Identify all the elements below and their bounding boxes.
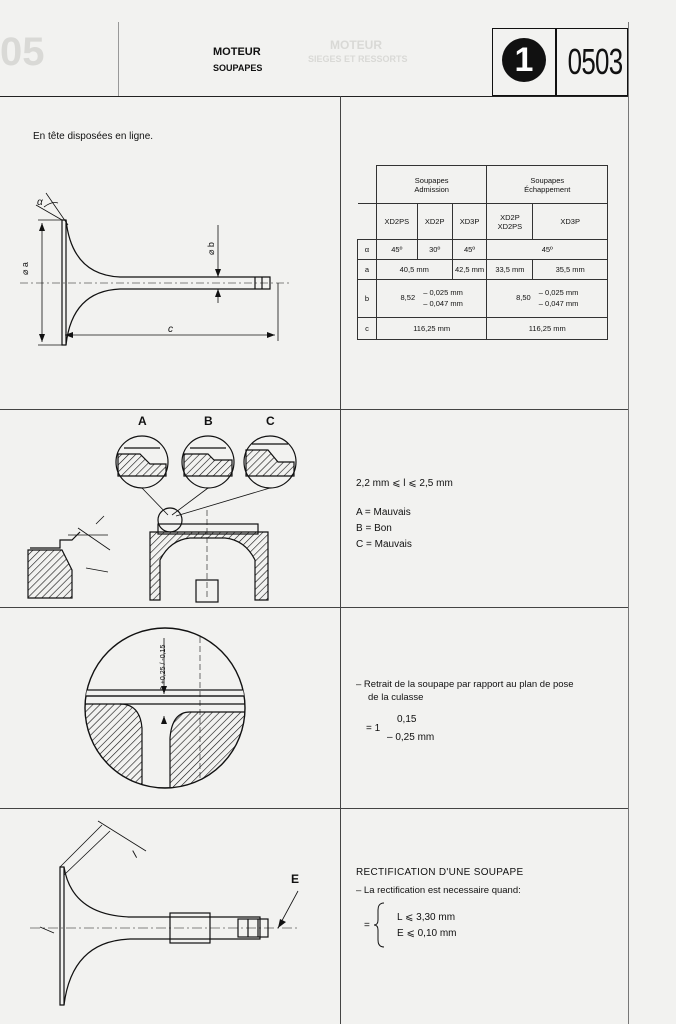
header-admission: Soupapes Admission <box>376 166 487 204</box>
cell-a-xd3p: 42,5 mm <box>452 260 487 280</box>
table-corner-2 <box>358 204 377 240</box>
valve-grinding-diagram <box>20 815 320 1020</box>
grinding-eq-sign: = <box>364 920 370 931</box>
table-corner <box>358 166 377 204</box>
page-code: 0503 <box>567 41 623 82</box>
detail-label-c: C <box>266 414 275 428</box>
valve-seat-detail-diagram <box>0 420 330 605</box>
cell-alpha-ech: 45º <box>487 240 608 260</box>
grinding-condition-l: L ⩽ 3,30 mm <box>397 912 456 923</box>
right-border <box>628 22 629 1024</box>
page-title: MOTEUR <box>213 46 261 58</box>
row-a-label: a <box>358 260 377 280</box>
col-xd2p: XD2P <box>417 204 452 240</box>
cell-c-adm: 116,25 mm <box>376 318 487 340</box>
row-divider-2 <box>0 607 628 608</box>
grinding-brace <box>374 902 386 948</box>
recess-tol-upper: 0,15 <box>397 714 417 725</box>
grinding-lead: – La rectification est necessaire quand: <box>356 885 521 896</box>
result-a: A = Mauvais <box>356 507 411 518</box>
cell-alpha-xd3p: 45º <box>452 240 487 260</box>
header-echappement: Soupapes Échappement <box>487 166 608 204</box>
grinding-label-e: E <box>291 872 300 886</box>
detail-label-b: B <box>204 414 213 428</box>
col-xd3p-adm: XD3P <box>452 204 487 240</box>
ghost-code: 05 <box>0 30 45 74</box>
detail-label-a: A <box>138 414 147 428</box>
col-xd2p-xd2ps: XD2P XD2PS <box>487 204 533 240</box>
result-c: C = Mauvais <box>356 539 412 550</box>
ghost-subtitle: SIEGES ET RESSORTS <box>308 54 408 64</box>
center-divider <box>340 96 341 1024</box>
result-b: B = Bon <box>356 523 392 534</box>
seat-width-condition: 2,2 mm ⩽ l ⩽ 2,5 mm <box>356 478 453 489</box>
cell-alpha-xd2ps: 45º <box>376 240 417 260</box>
page-subtitle: SOUPAPES <box>213 63 263 73</box>
grinding-title: RECTIFICATION D'UNE SOUPAPE <box>356 867 524 878</box>
col-xd3p-ech: XD3P <box>533 204 608 240</box>
chapter-number: 1 <box>514 41 534 79</box>
recess-text-line2: de la culasse <box>368 692 424 703</box>
diagram-label-a: ⌀ a <box>20 262 30 275</box>
ghost-title: MOTEUR <box>330 38 382 52</box>
cell-alpha-xd2p: 30º <box>417 240 452 260</box>
cell-a-xd2ps-xd2p: 40,5 mm <box>376 260 452 280</box>
page-code-box <box>556 28 628 96</box>
row-alpha-label: α <box>358 240 377 260</box>
recess-tol-lower: – 0,25 mm <box>387 732 435 743</box>
cell-a-xd3p-ech: 35,5 mm <box>533 260 608 280</box>
grinding-condition-e: E ⩽ 0,10 mm <box>397 928 457 939</box>
recess-dimension-label: 1 +0,25 / -0,15 <box>160 644 167 690</box>
grinding-label-l: l <box>130 849 140 861</box>
diagram-label-alpha: α <box>37 197 43 208</box>
valve-dimension-diagram <box>0 185 300 350</box>
section1-intro: En tête disposées en ligne. <box>33 131 154 142</box>
chapter-badge <box>502 38 546 82</box>
row-b-label: b <box>358 280 377 318</box>
header-left-rule <box>118 22 119 96</box>
recess-text-line1: – Retrait de la soupape par rapport au plan de pose <box>356 679 574 690</box>
cell-c-ech: 116,25 mm <box>487 318 608 340</box>
cell-b-ech: 8,50 – 0,025 mm – 0,047 mm <box>487 280 608 318</box>
recess-eq-prefix: = 1 <box>366 723 381 734</box>
header-bottom-rule <box>0 96 628 97</box>
diagram-label-b: ⌀ b <box>206 242 216 255</box>
valve-spec-table <box>357 165 608 340</box>
row-divider-3 <box>0 808 628 809</box>
cell-b-adm: 8,52 – 0,025 mm – 0,047 mm <box>376 280 487 318</box>
diagram-label-c: c <box>168 324 173 335</box>
row-divider-1 <box>0 409 628 410</box>
row-c-label: c <box>358 318 377 340</box>
cell-a-xd2p-xd2ps: 33,5 mm <box>487 260 533 280</box>
col-xd2ps: XD2PS <box>376 204 417 240</box>
